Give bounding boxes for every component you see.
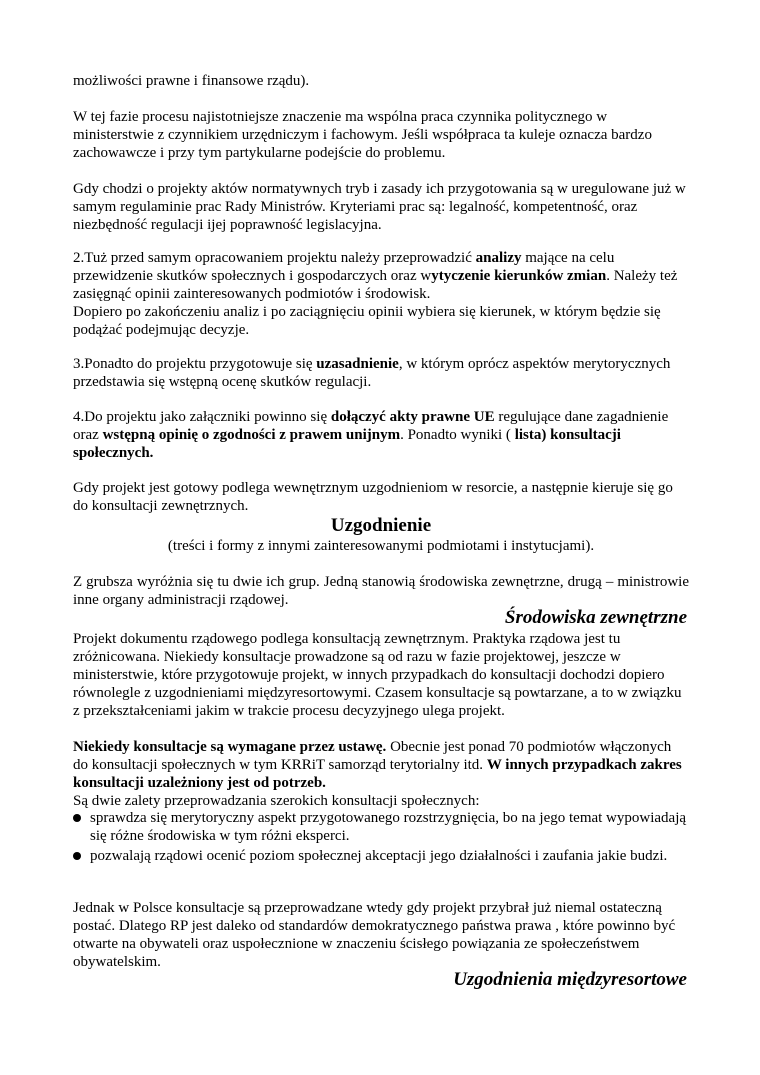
list-item: pozwalają rządowi ocenić poziom społecznej akceptacji jego działalności i zaufania jakie budzi. (73, 847, 689, 865)
heading-uzgodnienie: Uzgodnienie (330, 515, 432, 536)
paragraph-cooperation: W tej fazie procesu najistotniejsze znaczenie ma wspólna praca czynnika politycznego w ministerstwie z czynnikiem urzędniczym i fachowym. Jeśli współpraca ta kuleje oznacza bardzo zachowawcze i przy tym partykularne podejście do problemu. (73, 109, 652, 161)
paragraph-poland-consultations: Jednak w Polsce konsultacje są przeprowadzane wtedy gdy projekt przybrał już niemal ostateczną postać. Dlatego RP jest daleko od standardów demokratycznego państwa prawa , które powinno być otwarte na obywateli oraz uspołecznione w znaczeniu ścisłego powiązania ze społeczeństwem obywatelskim. (73, 900, 676, 970)
heading-uzgodnienia-miedzyresortowe: Uzgodnienia międzyresortowe (453, 969, 687, 990)
heading-srodowiska-zewnetrzne: Środowiska zewnętrzne (504, 607, 687, 628)
paragraph-project-ready: Gdy projekt jest gotowy podlega wewnętrznym uzgodnieniom w resorcie, a następnie kieruje się go do konsultacji zewnętrznych. (73, 480, 673, 514)
advantages-list (73, 809, 689, 867)
paragraph-two-groups: Z grubsza wyróżnia się tu dwie ich grup. Jedną stanowią środowiska zewnętrzne, drugą – ministrowie inne organy administracji rządowej. (73, 574, 689, 608)
paragraph-step-4: 4.Do projektu jako załączniki powinno się dołączyć akty prawne UE regulujące dane zagadnienie oraz wstępną opinię o zgodności z prawem unijnym. Ponadto wyniki ( lista) konsultacji społecznych. (73, 409, 669, 461)
paragraph-required-by-law: Niekiedy konsultacje są wymagane przez ustawę. Obecnie jest ponad 70 podmiotów włączonych do konsultacji społecznych w tym KRRiT samorząd terytorialny itd. W innych przypadkach zakres konsultacji uzależniony jest od potrzeb. Są dwie zalety przeprowadzania szerokich konsultacji społecznych: (73, 739, 682, 809)
list-item: sprawdza się merytoryczny aspekt przygotowanego rozstrzygnięcia, bo na jego temat wypowiadają się różne środowiska w tym różni eksperci. (73, 809, 689, 845)
paragraph-fragment: możliwości prawne i finansowe rządu). (73, 73, 310, 89)
paragraph-step-2: 2.Tuż przed samym opracowaniem projektu należy przeprowadzić analizy mające na celu przewidzenie skutków społecznych i gospodarczych oraz wytyczenie kierunków zmian. Należy też zasięgnąć opinii zainteresowanych podmiotów i środowisk. Dopiero po zakończeniu analiz i po zaciągnięciu opinii wybiera się kierunek, w którym będzie się podążać podejmując decyzje. (73, 250, 678, 338)
bullet-icon (73, 852, 81, 860)
subheading-uzgodnienie: (treści i formy z innymi zainteresowanymi podmiotami i instytucjami). (167, 538, 595, 554)
paragraph-external-consultations: Projekt dokumentu rządowego podlega konsultacją zewnętrznym. Praktyka rządowa jest tu zróżnicowana. Niekiedy konsultacje prowadzone są od razu w fazie projektowej, jeszcze w ministerstwie, które przygotowuje projekt, w innych przypadkach do konsultacji dochodzi dopiero równolegle z uzgodnieniami międzyresortowymi. Czasem konsultacje są powtarzane, a to w związku z przekształceniami jakim w trakcie procesu decyzyjnego ulega projekt. (73, 631, 682, 719)
paragraph-step-3: 3.Ponadto do projektu przygotowuje się uzasadnienie, w którym oprócz aspektów merytorycznych przedstawia się wstępną ocenę skutków regulacji. (73, 356, 671, 390)
bullet-icon (73, 814, 81, 822)
paragraph-normative-acts: Gdy chodzi o projekty aktów normatywnych tryb i zasady ich przygotowania są w uregulowane już w samym regulaminie prac Rady Ministrów. Kryteriami prac są: legalność, kompetentność, oraz niezbędność regulacji ijej poprawność legislacyjna. (73, 181, 686, 233)
